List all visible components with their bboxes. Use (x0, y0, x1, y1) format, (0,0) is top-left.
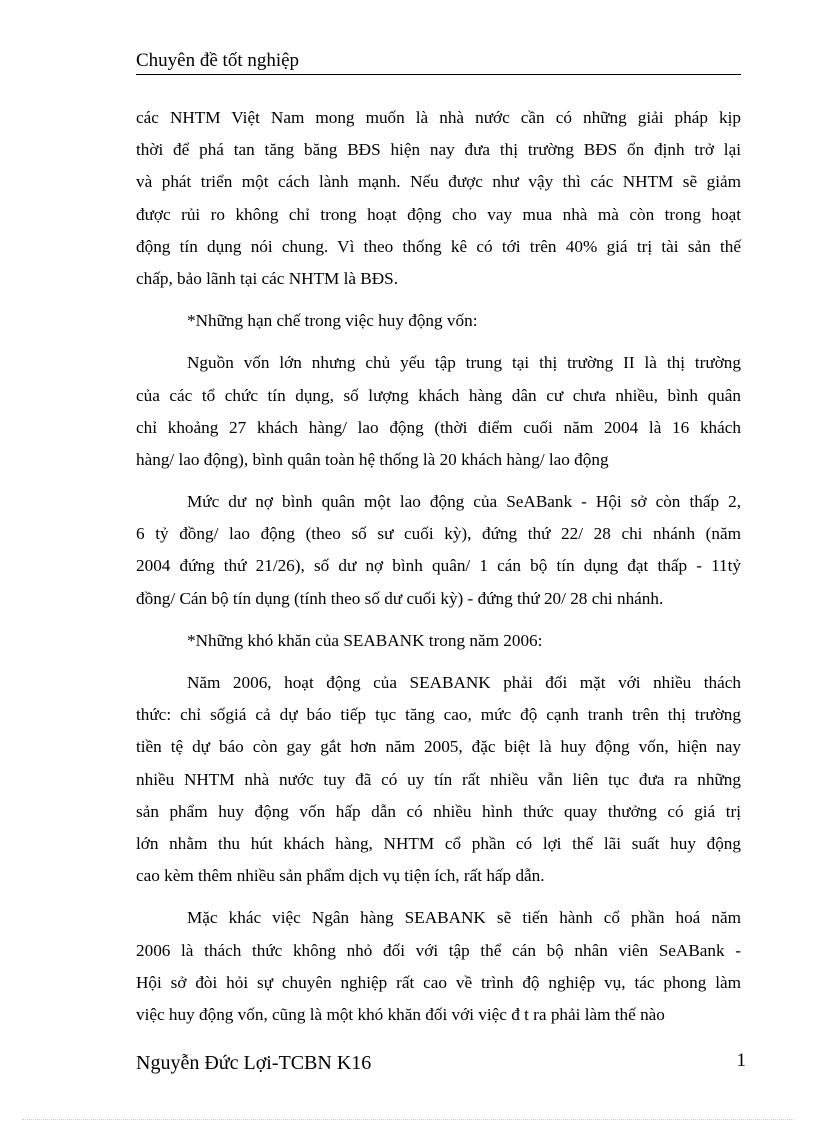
text-line: 2004 đứng thứ 21/26), số dư nợ bình quân/ 1 cán bộ tín dụng đạt thấp - 11tỷ (136, 556, 741, 576)
text-line: nhiều NHTM nhà nước tuy đã có uy tín rất nhiều vẫn liên tục đưa ra những (136, 769, 741, 789)
paragraph-equitization (136, 902, 741, 1031)
text-line: *Những khó khăn của SEABANK trong năm 2006: (187, 630, 543, 650)
text-line: 6 tỷ đồng/ lao động (theo số sư cuối kỳ), đứng thứ 22/ 28 chi nhánh (năm (136, 524, 741, 544)
document-body (136, 102, 741, 1031)
text-line: của các tổ chức tín dụng, số lượng khách hàng dân cư chưa nhiều, bình quân (136, 385, 741, 405)
text-line: Năm 2006, hoạt động của SEABANK phải đối mặt với nhiều thách (187, 673, 741, 692)
text-line: đồng/ Cán bộ tín dụng (tính theo số dư cuối kỳ) - đứng thứ 20/ 28 chi nhánh. (136, 588, 664, 608)
text-line: thức: chỉ sốgiá cả dự báo tiếp tục tăng cao, mức độ cạnh tranh trên thị trường (136, 705, 741, 725)
paragraph-capital-sources (136, 347, 741, 476)
text-line: chỉ khoảng 27 khách hàng/ lao động (thời điểm cuối năm 2004 là 16 khách (136, 417, 741, 437)
text-line: các NHTM Việt Nam mong muốn là nhà nước cần có những giải pháp kịp (136, 108, 741, 127)
paragraph-average-debt (136, 486, 741, 615)
paragraph-nhtm-expectations (136, 102, 741, 295)
text-line: hàng/ lao động), bình quân toàn hệ thống là 20 khách hàng/ lao động (136, 449, 609, 469)
text-line: được rủi ro không chỉ trong hoạt động cho vay mua nhà mà còn trong hoạt (136, 204, 741, 224)
text-line: tiền tệ dự báo còn gay gắt hơn năm 2005, đặc biệt là huy động vốn, hiện nay (136, 737, 741, 757)
text-line: việc huy động vốn, cũng là một khó khăn đối với việc đ t ra phải làm thế nào (136, 1004, 665, 1024)
paragraph-challenges-2006 (136, 667, 741, 892)
text-line: và phát triển một cách lành mạnh. Nếu được như vậy thì các NHTM sẽ giảm (136, 172, 741, 192)
text-line: Mức dư nợ bình quân một lao động của SeABank - Hội sở còn thấp 2, (187, 492, 741, 512)
page-number: 1 (736, 1050, 746, 1071)
text-line: thời để phá tan tăng băng BĐS hiện nay đưa thị trường BĐS ổn định trở lại (136, 140, 741, 160)
section-heading-capital-limitations (136, 305, 741, 337)
text-line: lớn nhằm thu hút khách hàng, NHTM cổ phần có lợi thế lãi suất huy động (136, 833, 741, 853)
text-line: Mặc khác việc Ngân hàng SEABANK sẽ tiến hành cổ phần hoá năm (187, 908, 741, 928)
text-line: Hội sở đòi hỏi sự chuyên nghiệp rất cao về trình độ nghiệp vụ, tác phong làm (136, 972, 741, 992)
text-line: 2006 là thách thức không nhỏ đối với tập thể cán bộ nhân viên SeABank - (136, 940, 741, 960)
text-line: *Những hạn chế trong việc huy động vốn: (187, 311, 478, 331)
text-line: chấp, bảo lãnh tại các NHTM là BĐS. (136, 268, 399, 288)
footer-author: Nguyễn Đức Lợi-TCBN K16 (136, 1052, 372, 1074)
section-heading-difficulties-2006 (136, 625, 741, 657)
text-line: Nguồn vốn lớn nhưng chủ yếu tập trung tại thị trường II là thị trường (187, 353, 741, 373)
text-line: cao kèm thêm nhiều sản phẩm dịch vụ tiện ích, rất hấp dẫn. (136, 866, 545, 886)
text-line: động tín dụng nói chung. Vì theo thống kê có tới trên 40% giá trị tài sản thế (136, 236, 741, 256)
running-header: Chuyên đề tốt nghiệp (136, 48, 741, 75)
page-bottom-edge (22, 1119, 794, 1120)
text-line: sản phẩm huy động vốn hấp dẫn có nhiều hình thức quay thưởng có giá trị (136, 801, 741, 821)
